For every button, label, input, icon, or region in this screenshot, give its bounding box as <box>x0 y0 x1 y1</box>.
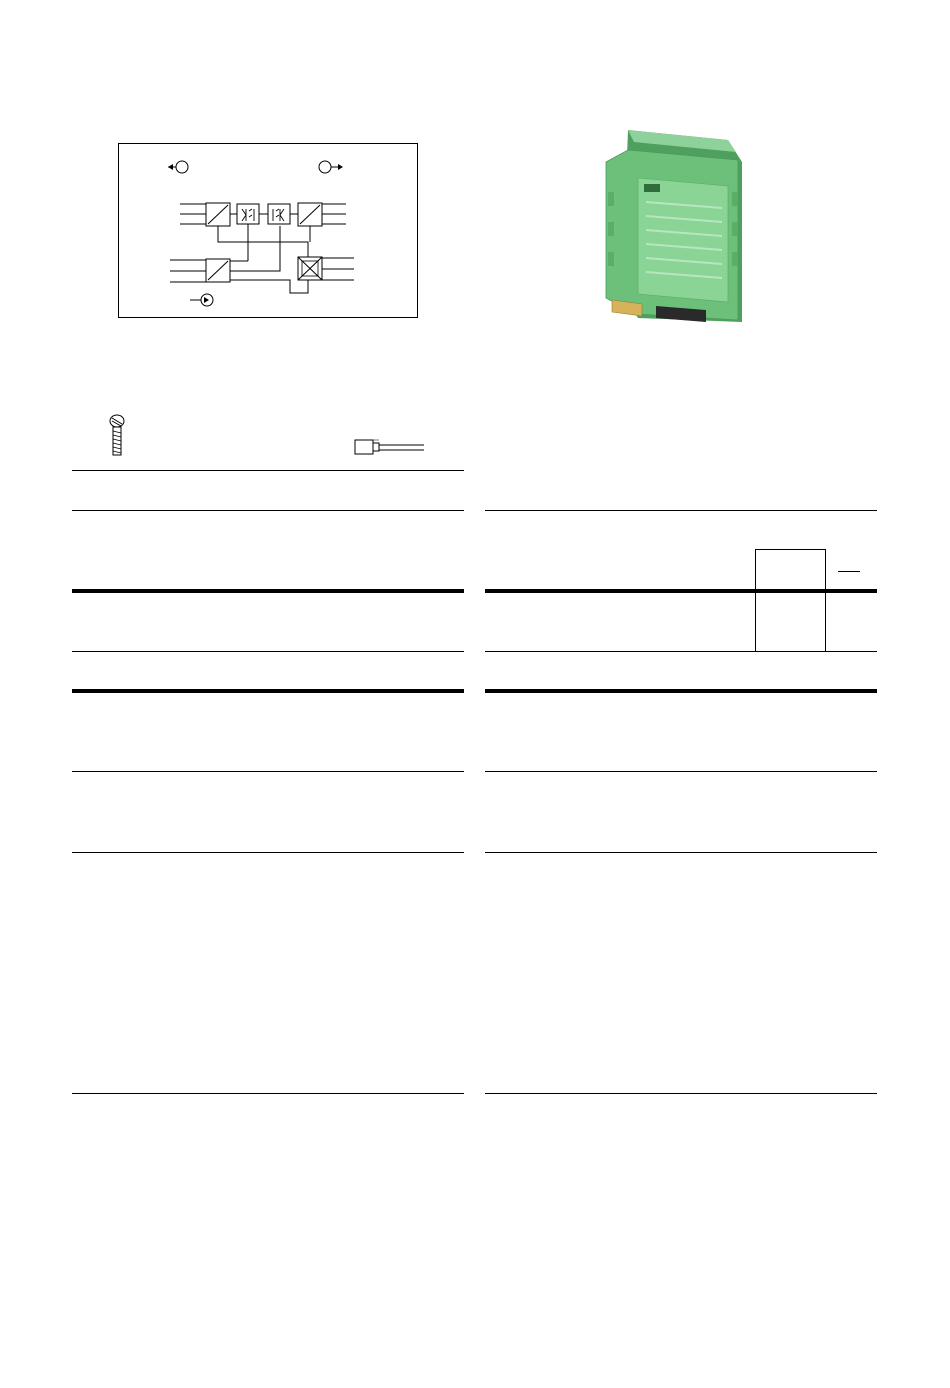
ferrule-wire-icon <box>354 437 426 459</box>
right-rule-thick-1 <box>485 589 877 593</box>
left-rule-5 <box>72 852 464 853</box>
screw-terminal-icon <box>108 414 126 458</box>
right-rule-5 <box>485 1093 877 1094</box>
left-rule-4 <box>72 771 464 772</box>
order-box-right <box>825 549 826 651</box>
order-dash <box>838 571 860 572</box>
converter-icon <box>206 203 230 226</box>
left-rule-3 <box>72 651 464 652</box>
left-rule-2 <box>72 510 464 511</box>
optocoupler-icon <box>237 204 259 224</box>
product-photo <box>598 122 758 332</box>
left-rule-1 <box>72 470 464 471</box>
right-rule-4 <box>485 852 877 853</box>
left-rule-thick-2 <box>72 689 464 693</box>
block-diagram <box>118 143 418 318</box>
left-rule-6 <box>72 1093 464 1094</box>
power-converter-icon <box>206 259 230 282</box>
right-rule-1 <box>485 510 877 511</box>
block-diagram-svg <box>118 143 418 318</box>
order-box-top <box>755 549 826 550</box>
switch-matrix-icon <box>298 257 322 280</box>
right-rule-thick-2 <box>485 689 877 693</box>
optocoupler-2-icon <box>268 204 290 224</box>
product-photo-svg <box>598 122 758 332</box>
converter-2-icon <box>298 203 322 226</box>
left-rule-thick-1 <box>72 589 464 593</box>
right-rule-2 <box>485 651 877 652</box>
order-box-left <box>755 549 756 651</box>
right-rule-3 <box>485 771 877 772</box>
